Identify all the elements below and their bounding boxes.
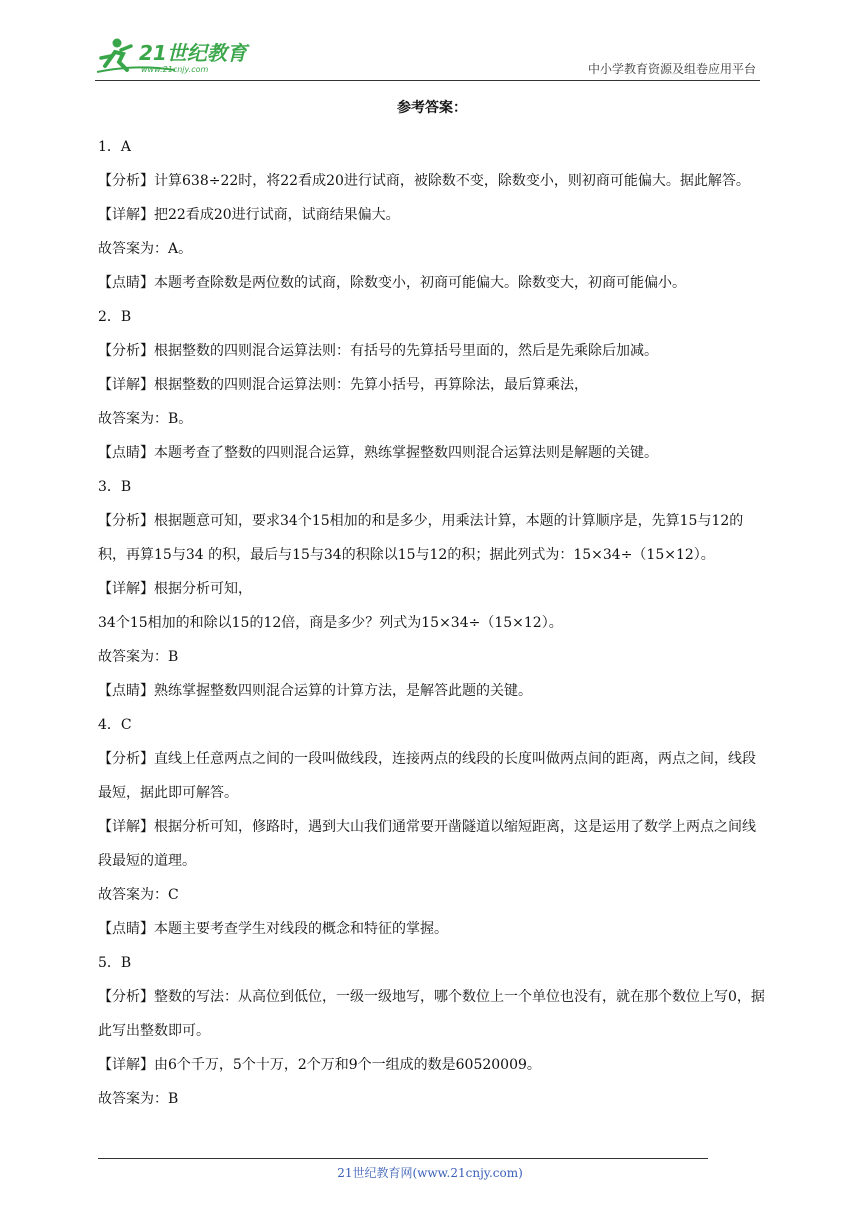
answer-line: 故答案为：B — [98, 1091, 179, 1107]
answer-line: 【详解】把22看成20进行试商，试商结果偏大。 — [98, 207, 400, 223]
answer-line: 【点睛】本题考查了整数的四则混合运算，熟练掌握整数四则混合运算法则是解题的关键。 — [98, 445, 658, 461]
answer-line: 故答案为：B。 — [98, 411, 193, 427]
answer-line: 【点睛】本题主要考查学生对线段的概念和特征的掌握。 — [98, 921, 448, 937]
answer-line: 【分析】根据题意可知，要求34个15相加的和是多少，用乘法计算，本题的计算顺序是，先算15与12的积，再算15与34 的积，最后与15与34的积除以15与12的积；据此列式为：15×34÷（15×12）。 — [98, 513, 744, 563]
answer-line: 【分析】整数的写法：从高位到低位，一级一级地写，哪个数位上一个单位也没有，就在那个数位上写0，据此写出整数即可。 — [98, 989, 765, 1039]
answer-line: 【点睛】本题考查除数是两位数的试商，除数变小，初商可能偏大。除数变大，初商可能偏小。 — [98, 275, 686, 291]
answer-content — [98, 96, 766, 1116]
answer-line: 故答案为：C — [98, 887, 179, 903]
answer-line: 故答案为：B — [98, 649, 179, 665]
logo-icon — [95, 36, 260, 76]
footer-divider — [98, 1158, 708, 1159]
page-header — [95, 34, 760, 81]
answer-line: 【分析】直线上任意两点之间的一段叫做线段，连接两点的线段的长度叫做两点间的距离，两点之间，线段最短，据此即可解答。 — [98, 751, 756, 801]
answer-line: 2．B — [98, 309, 132, 325]
answer-line: 【分析】根据整数的四则混合运算法则：有括号的先算括号里面的，然后是先乘除后加减。 — [98, 343, 658, 359]
answer-line: 【详解】根据分析可知， — [98, 581, 252, 597]
header-platform-text: 中小学教育资源及组卷应用平台 — [587, 62, 756, 76]
answer-line: 5．B — [98, 955, 132, 971]
svg-text:www.21cnjy.com: www.21cnjy.com — [141, 65, 209, 74]
svg-text:21世纪教育: 21世纪教育 — [139, 41, 247, 65]
answer-line: 1．A — [98, 139, 132, 155]
answer-line: 【详解】根据分析可知，修路时，遇到大山我们通常要开凿隧道以缩短距离，这是运用了数学上两点之间线段最短的道理。 — [98, 819, 756, 869]
answer-line: 3．B — [98, 479, 132, 495]
answer-line: 4．C — [98, 717, 132, 733]
answer-line: 【详解】由6个千万，5个十万，2个万和9个一组成的数是60520009。 — [98, 1057, 541, 1073]
page-title: 参考答案： — [397, 100, 467, 116]
answer-line: 34个15相加的和除以15的12倍，商是多少？列式为15×34÷（15×12）。 — [98, 615, 563, 631]
answer-line: 故答案为：A。 — [98, 241, 193, 257]
answer-line: 【分析】计算638÷22时，将22看成20进行试商，被除数不变，除数变小，则初商可能偏大。据此解答。 — [98, 173, 750, 189]
footer-link[interactable]: 21世纪教育网(www.21cnjy.com) — [337, 1166, 523, 1180]
site-logo[interactable] — [95, 36, 260, 76]
answer-line: 【点睛】熟练掌握整数四则混合运算的计算方法，是解答此题的关键。 — [98, 683, 532, 699]
answer-line: 【详解】根据整数的四则混合运算法则：先算小括号，再算除法，最后算乘法， — [98, 377, 588, 393]
